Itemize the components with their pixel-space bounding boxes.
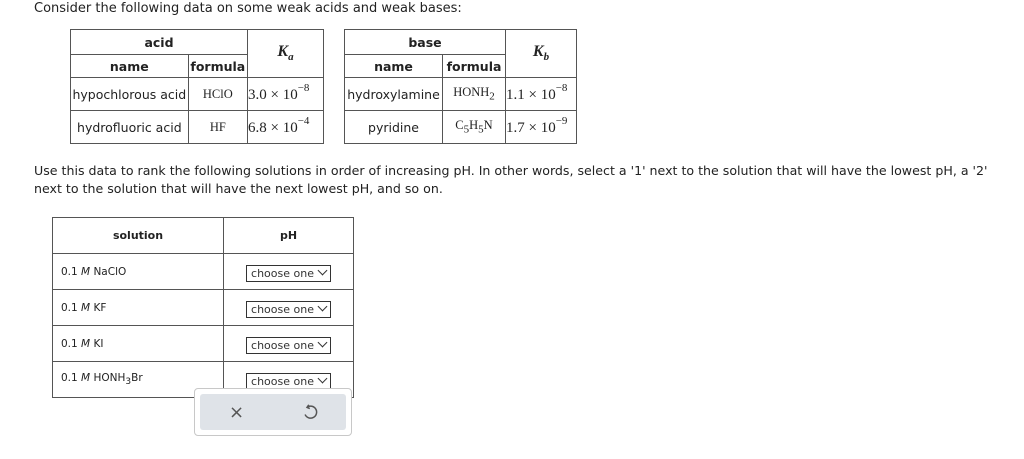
ph-rank-select[interactable]: choose one: [246, 301, 331, 318]
close-icon: ×: [228, 401, 245, 423]
ph-rank-select[interactable]: choose one: [246, 373, 331, 390]
chevron-down-icon: [318, 301, 328, 311]
answer-table: [52, 217, 354, 398]
ka-header: $K_a$: [248, 30, 324, 78]
solution-cell: 0.1 M KF: [53, 290, 224, 326]
base-name-header: name: [345, 55, 443, 78]
acid-name-cell: hydrofluoric acid: [71, 111, 189, 144]
base-group-header: base: [345, 30, 506, 55]
ka-value-cell: $6.8 \times 10^{-4}$: [248, 111, 324, 144]
acid-group-header: acid: [71, 30, 248, 55]
kb-value-cell: $1.1 \times 10^{-8}$: [506, 78, 577, 111]
ph-rank-select[interactable]: choose one: [246, 337, 331, 354]
kb-header: $K_b$: [506, 30, 577, 78]
undo-icon: [302, 404, 318, 420]
action-button-group: [194, 388, 352, 436]
base-formula-cell: $HONH_2$: [443, 78, 506, 111]
chevron-down-icon: [318, 265, 328, 275]
base-formula-cell: $C_5H_5N$: [443, 111, 506, 144]
ph-rank-select[interactable]: choose one: [246, 265, 331, 282]
chevron-down-icon: [318, 337, 328, 347]
acid-name-header: name: [71, 55, 189, 78]
acid-formula-cell: HF: [188, 111, 247, 144]
kb-value-cell: $1.7 \times 10^{-9}$: [506, 111, 577, 144]
chevron-down-icon: [318, 373, 328, 383]
acid-table: [70, 29, 324, 144]
solution-cell: 0.1 M $HONH_3Br$: [53, 362, 224, 398]
undo-button[interactable]: [273, 394, 346, 430]
ph-header: pH: [224, 218, 354, 254]
acid-formula-header: formula: [188, 55, 247, 78]
solution-header: solution: [53, 218, 224, 254]
ka-value-cell: $3.0 \times 10^{-8}$: [248, 78, 324, 111]
base-table: [344, 29, 577, 144]
base-name-cell: pyridine: [345, 111, 443, 144]
solution-cell: 0.1 M KI: [53, 326, 224, 362]
instructions-text: Use this data to rank the following solutions in order of increasing pH. In other words, select a '1' next to the solution that will have the lowest pH, a '2' next to the solution that will have the next lowest pH, and so on.: [34, 163, 988, 196]
base-name-cell: hydroxylamine: [345, 78, 443, 111]
acid-formula-cell: HClO: [188, 78, 247, 111]
base-formula-header: formula: [443, 55, 506, 78]
acid-name-cell: hypochlorous acid: [71, 78, 189, 111]
solution-cell: 0.1 M NaClO: [53, 254, 224, 290]
clear-button[interactable]: [200, 394, 273, 430]
intro-text: Consider the following data on some weak acids and weak bases:: [34, 1, 462, 16]
